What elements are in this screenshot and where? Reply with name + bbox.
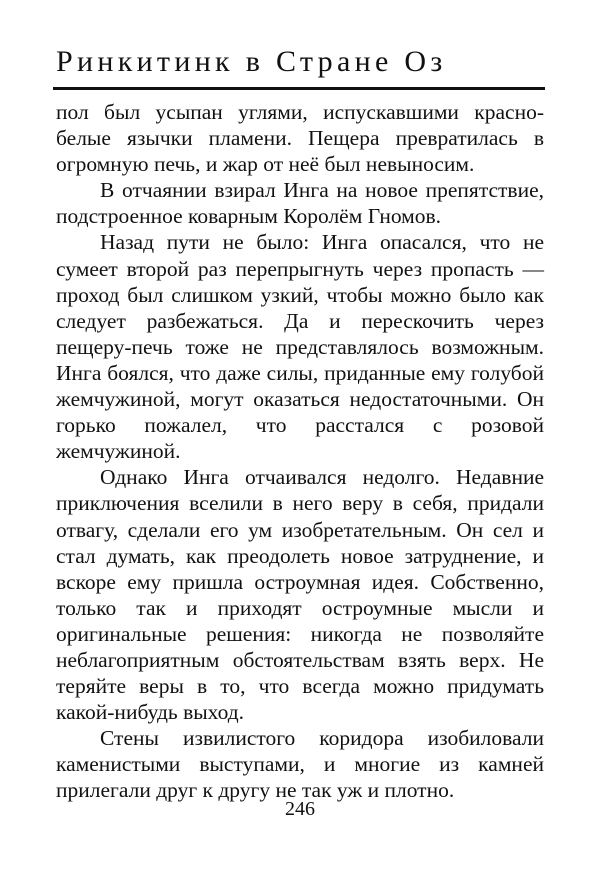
paragraph: Стены извилистого коридора изобиловали каменистыми выступами, и многие из камней прилегали друг к другу не так уж и плотно. — [56, 726, 544, 803]
header-rule — [53, 87, 545, 90]
paragraph: В отчаянии взирал Инга на новое препятствие, подстроенное коварным Королём Гномов. — [56, 178, 544, 229]
paragraph: Назад пути не было: Инга опасался, что не сумеет второй раз перепрыгнуть через пропасть — проход был слишком узкий, чтобы можно было как следует разбежаться. Да и перескочить через пещеру-печь тоже не представлялось возможным. Инга боялся, что даже силы, приданные ему голубой жемчужиной, могут оказаться недостаточными. Он горько пожалел, что расстался с розовой жемчужиной. — [56, 230, 544, 464]
body-text — [56, 99, 544, 804]
running-title: Ринкитинк в Стране Оз — [56, 45, 447, 78]
paragraph: Однако Инга отчаивался недолго. Недавние приключения вселили в него веру в себя, придали отвагу, сделали его ум изобретательным. Он сел и стал думать, как преодолеть новое затруднение, и вскоре ему пришла остроумная идея. Собственно, только так и приходят остроумные мысли и оригинальные решения: никогда не позволяйте неблагоприятным обстоятельствам взять верх. Не теряйте веры в то, что всегда можно придумать какой-нибудь выход. — [56, 465, 544, 725]
page-number: 246 — [285, 798, 315, 820]
paragraph-continued: пол был усыпан углями, испускавшими красно-белые язычки пламени. Пещера превратилась в огромную печь, и жар от неё был невыносим. — [56, 100, 544, 177]
